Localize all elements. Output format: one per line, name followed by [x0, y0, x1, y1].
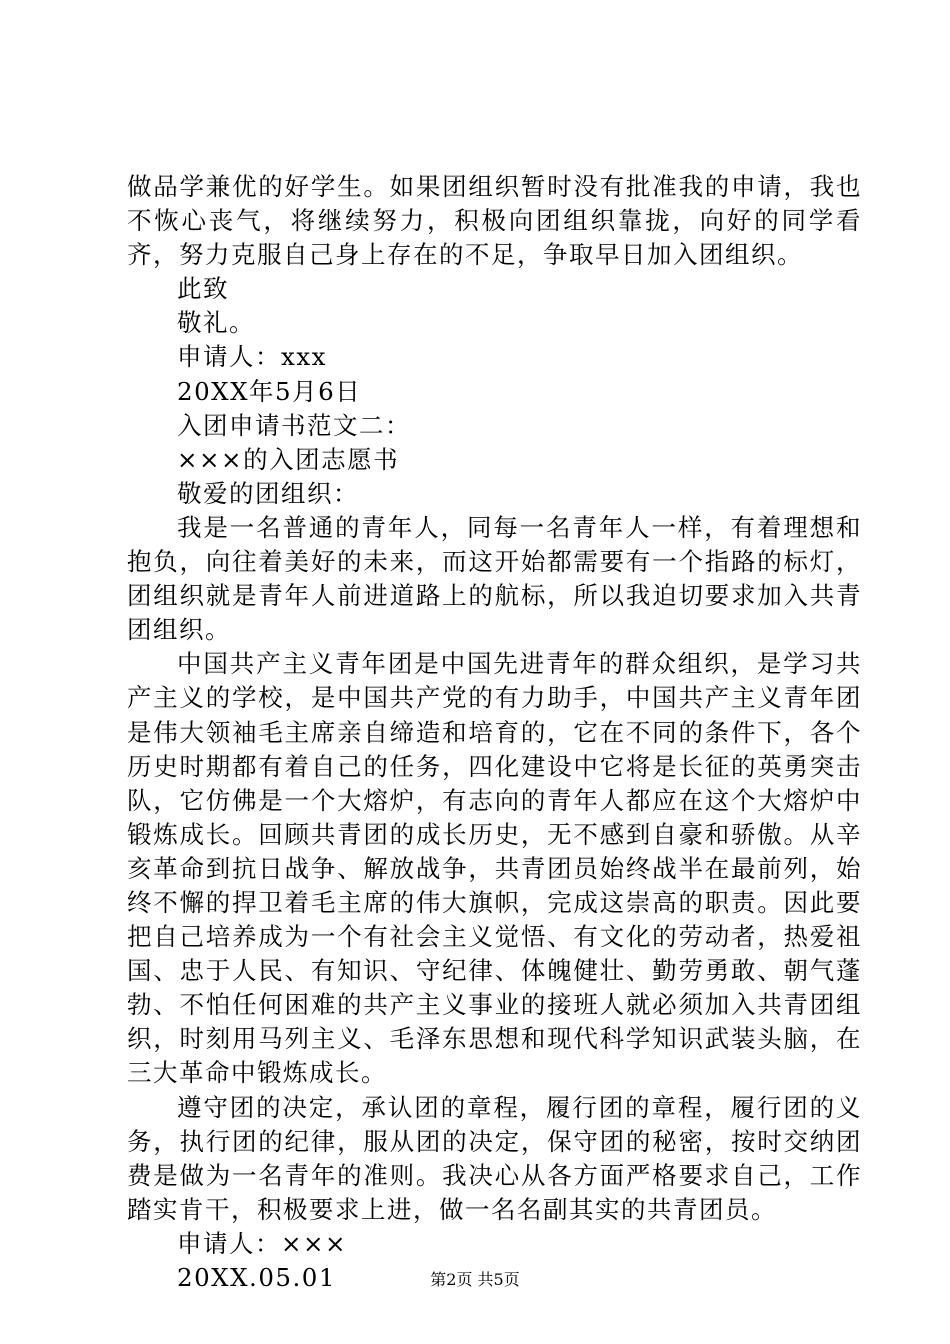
paragraph-date-1: 20XX年5月6日 [177, 376, 362, 406]
paragraph-body-1: 我是一名普通的青年人，同每一名青年人一样，有着理想和抱负，向往着美好的未来，而这开始都需要有一个指路的标灯，团组织就是青年人前进道路上的航标，所以我迫切要求加入共青团组织。 [127, 512, 862, 645]
paragraph-salutation-ci-zhi: 此致 [177, 274, 229, 304]
paragraph-letter-title: ×××的入团志愿书 [177, 444, 400, 474]
paragraph-body-2: 中国共产主义青年团是中国先进青年的群众组织，是学习共产主义的学校，是中国共产党的有力助手，中国共产主义青年团是伟大领袖毛主席亲自缔造和培育的，它在不同的条件下，各个历史时期都有着自己的任务，四化建设中它将是长征的英勇突击队，它仿佛是一个大熔炉，有志向的青年人都应在这个大熔炉中锻炼成长。回顾共青团的成长历史，无不感到自豪和骄傲。从辛亥革命到抗日战争、解放战争，共青团员始终战半在最前列，始终不懈的捍卫着毛主席的伟大旗帜，完成这崇高的职责。因此要把自己培养成为一个有社会主义觉悟、有文化的劳动者，热爱祖国、忠于人民、有知识、守纪律、体魄健壮、勤劳勇敢、朝气蓬勃、不怕任何困难的共产主义事业的接班人就必须加入共青团组织，时刻用马列主义、毛泽东思想和现代科学知识武装头脑，在三大革命中锻炼成长。 [127, 649, 862, 1088]
page-number-footer: 第2页 共5页 [430, 1270, 520, 1289]
paragraph-greeting: 敬爱的团组织： [177, 478, 359, 508]
paragraph-date-2: 20XX.05.01 [177, 1263, 336, 1292]
paragraph-body-3: 遵守团的决定，承认团的章程，履行团的章程，履行团的义务，执行团的纪律，服从团的决定，保守团的秘密，按时交纳团费是做为一名青年的准则。我决心从各方面严格要求自己，工作踏实肯干，积极要求上进，做一名名副其实的共青团员。 [127, 1092, 862, 1224]
paragraph-closing-continuation: 做品学兼优的好学生。如果团组织暂时没有批准我的申请，我也不恢心丧气，将继续努力，积极向团组织靠拢，向好的同学看齐，努力克服自己身上存在的不足，争取早日加入团组织。 [127, 172, 862, 270]
paragraph-applicant-2: 申请人：××× [177, 1228, 348, 1258]
paragraph-salutation-jing-li: 敬礼。 [177, 308, 255, 338]
paragraph-applicant-1: 申请人：xxx [177, 342, 327, 372]
paragraph-sample-heading: 入团申请书范文二： [177, 410, 411, 440]
document-body [127, 170, 862, 1295]
